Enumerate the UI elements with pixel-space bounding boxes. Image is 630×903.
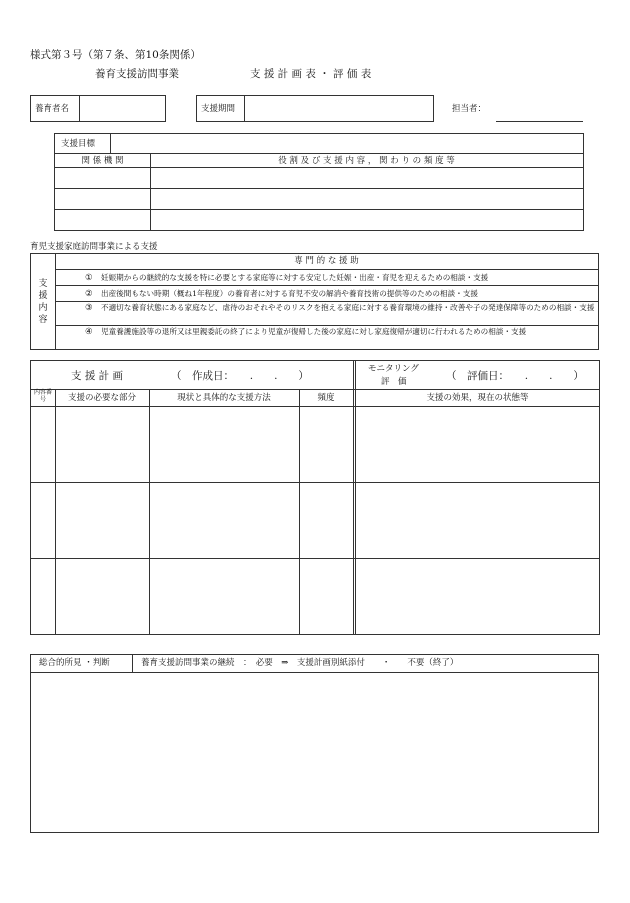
monitoring-label: モニタリング (368, 364, 419, 374)
form-number: 様式第３号（第７条、第10条関係） (30, 49, 201, 61)
agency-header: 関 係 機 関 (81, 156, 124, 166)
support-item-text: 不適切な養育状態にある家庭など、虐待のおそれやそのリスクを抱える家庭に対する養育環境の維持・改善や子の発達保障等のための相談・支援 (101, 303, 595, 312)
continuation-text: 養育支援訪問事業の継続 ： 必要 ⇒ 支援計画別紙添付 ・ 不要（終了） (141, 658, 459, 668)
support-period-label: 支援期間 (201, 104, 236, 114)
support-need-header: 支援の必要な部分 (67, 393, 136, 403)
caregiver-name-field[interactable] (30, 95, 166, 122)
evaluation-label: 評 価 (381, 377, 407, 387)
overall-assessment-box[interactable] (30, 654, 599, 833)
created-date-label: （ 作成日： . . ） (171, 370, 309, 382)
support-item-num: ③ (85, 303, 93, 313)
support-item-num: ② (85, 289, 93, 299)
frequency-header: 頻度 (317, 393, 335, 403)
support-goals-table (54, 133, 584, 231)
current-method-header: 現状と具体的な支援方法 (177, 393, 271, 403)
specialist-assistance-header: 専 門 的 な 援 助 (294, 256, 359, 266)
form-title: 支 援 計 画 表 ・ 評 価 表 (250, 68, 372, 80)
overall-assessment-label: 総合的所見 ・判断 (39, 658, 110, 668)
support-plan-table (30, 360, 600, 635)
staff-underline[interactable] (496, 121, 583, 122)
support-item-text: 児童養護施設等の退所又は里親委託の終了により児童が復帰した後の家庭に対し家庭復帰が適切に行われるための相談・支援 (101, 327, 527, 336)
program-name: 養育支援訪問事業 (95, 68, 179, 80)
staff-label: 担当者： (452, 104, 487, 114)
support-goal-label: 支援目標 (61, 139, 96, 149)
role-header: 役 割 及 び 支 援 内 容 ， 関 わ り の 頻 度 等 (278, 156, 455, 166)
content-number-header: 内容番号 (33, 389, 52, 403)
home-visit-support-table (30, 253, 599, 350)
support-item-num: ④ (85, 327, 93, 337)
support-item-text: 妊娠期からの継続的な支援を特に必要とする家庭等に対する安定した妊娠・出産・育児を迎えるための相談・支援 (101, 273, 489, 282)
evaluation-date-label: （ 評価日： . . ） (446, 370, 584, 382)
support-item-text: 出産後間もない時期（概ね1年程度）の養育者に対する育児不安の解消や養育技術の提供等のための相談・支援 (101, 289, 478, 298)
home-visit-section-title: 育児支援家庭訪問事業による支援 (30, 242, 158, 252)
support-item-num: ① (85, 273, 93, 283)
plan-title: 支 援 計 画 (71, 370, 124, 382)
support-period-field[interactable] (196, 95, 434, 122)
caregiver-name-label: 養育者名 (35, 104, 70, 114)
support-effect-header: 支援の効果，現在の状態等 (426, 393, 529, 403)
support-content-side-label: 支援内容 (38, 279, 48, 326)
